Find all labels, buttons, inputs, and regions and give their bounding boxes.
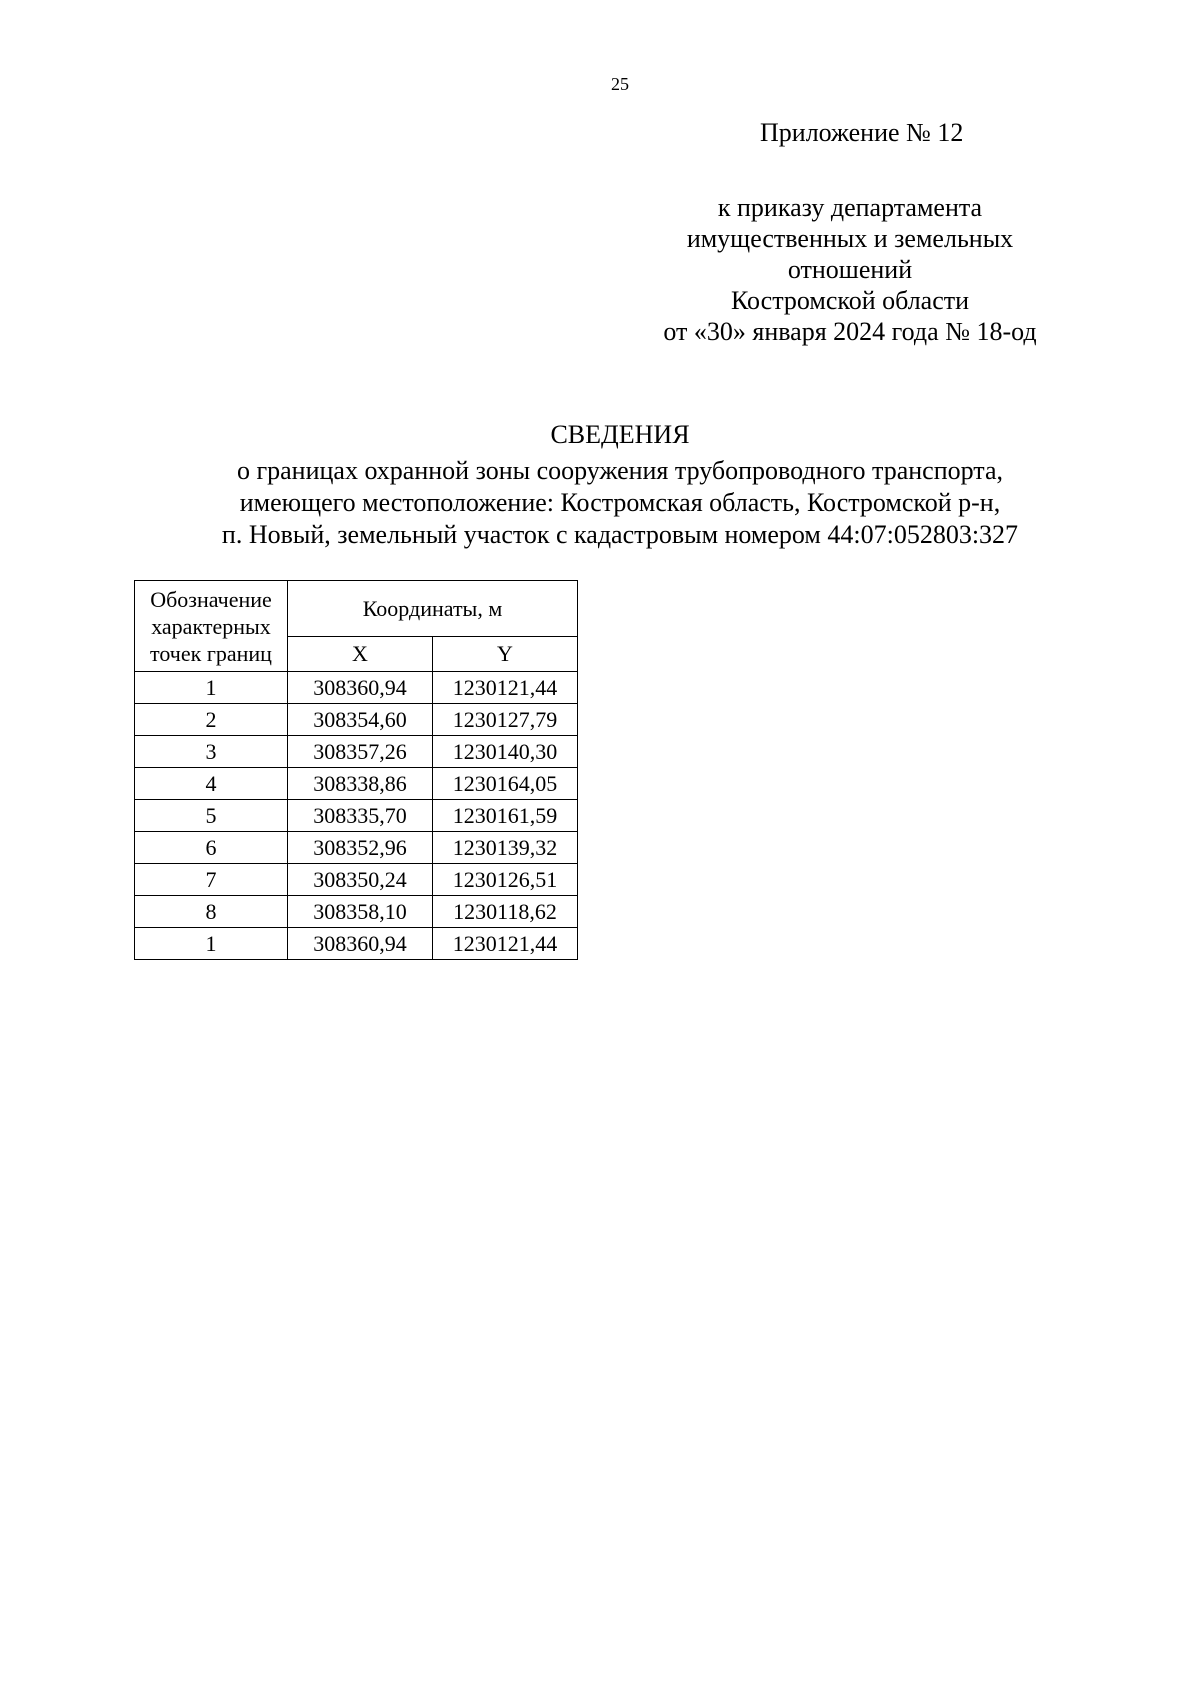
- cell-x: 308357,26: [288, 736, 433, 768]
- subheading-line: п. Новый, земельный участок с кадастровым номером 44:07:052803:327: [221, 520, 1019, 549]
- appendix-ref-line: к приказу департамента: [717, 193, 983, 222]
- cell-x: 308354,60: [288, 704, 433, 736]
- header-coordinates: Координаты, м: [288, 581, 578, 637]
- cell-y: 1230126,51: [433, 864, 578, 896]
- table-row: [135, 896, 578, 928]
- table-row: [135, 800, 578, 832]
- header-x: X: [288, 637, 433, 672]
- appendix-ref-line: от «30» января 2024 года № 18-од: [663, 317, 1037, 346]
- cell-point: 5: [135, 800, 288, 832]
- cell-x: 308338,86: [288, 768, 433, 800]
- cell-point: 2: [135, 704, 288, 736]
- cell-y: 1230121,44: [433, 928, 578, 960]
- cell-x: 308360,94: [288, 928, 433, 960]
- header-y: Y: [433, 637, 578, 672]
- cell-y: 1230164,05: [433, 768, 578, 800]
- appendix-reference: [600, 192, 1100, 347]
- appendix-title: Приложение № 12: [760, 118, 964, 147]
- table-row: [135, 704, 578, 736]
- document-heading: СВЕДЕНИЯ: [550, 420, 690, 449]
- cell-x: 308352,96: [288, 832, 433, 864]
- header-point-line: Обозначение: [150, 586, 272, 612]
- cell-point: 4: [135, 768, 288, 800]
- cell-y: 1230118,62: [433, 896, 578, 928]
- header-point-line: точек границ: [150, 640, 272, 666]
- cell-point: 8: [135, 896, 288, 928]
- cell-x: 308335,70: [288, 800, 433, 832]
- cell-x: 308350,24: [288, 864, 433, 896]
- document-subheading: [0, 455, 1200, 551]
- cell-point: 1: [135, 672, 288, 704]
- table-row: [135, 832, 578, 864]
- table-row: [135, 672, 578, 704]
- subheading-line: о границах охранной зоны сооружения трубопроводного транспорта,: [236, 456, 1004, 485]
- subheading-line: имеющего местоположение: Костромская область, Костромской р-н,: [239, 488, 1001, 517]
- cell-y: 1230140,30: [433, 736, 578, 768]
- appendix-ref-line: отношений: [787, 255, 913, 284]
- cell-x: 308360,94: [288, 672, 433, 704]
- cell-y: 1230121,44: [433, 672, 578, 704]
- cell-y: 1230139,32: [433, 832, 578, 864]
- appendix-ref-line: имущественных и земельных: [686, 224, 1014, 253]
- appendix-ref-line: Костромской области: [730, 286, 970, 315]
- table-row: [135, 736, 578, 768]
- table-row: [135, 864, 578, 896]
- cell-point: 6: [135, 832, 288, 864]
- table-row: [135, 768, 578, 800]
- cell-x: 308358,10: [288, 896, 433, 928]
- cell-point: 3: [135, 736, 288, 768]
- coordinates-table: [134, 580, 578, 960]
- cell-point: 1: [135, 928, 288, 960]
- header-point-line: характерных: [151, 613, 271, 639]
- cell-point: 7: [135, 864, 288, 896]
- cell-y: 1230161,59: [433, 800, 578, 832]
- page-number: 25: [611, 74, 629, 94]
- header-point-designation: [135, 581, 288, 672]
- table-row: [135, 928, 578, 960]
- cell-y: 1230127,79: [433, 704, 578, 736]
